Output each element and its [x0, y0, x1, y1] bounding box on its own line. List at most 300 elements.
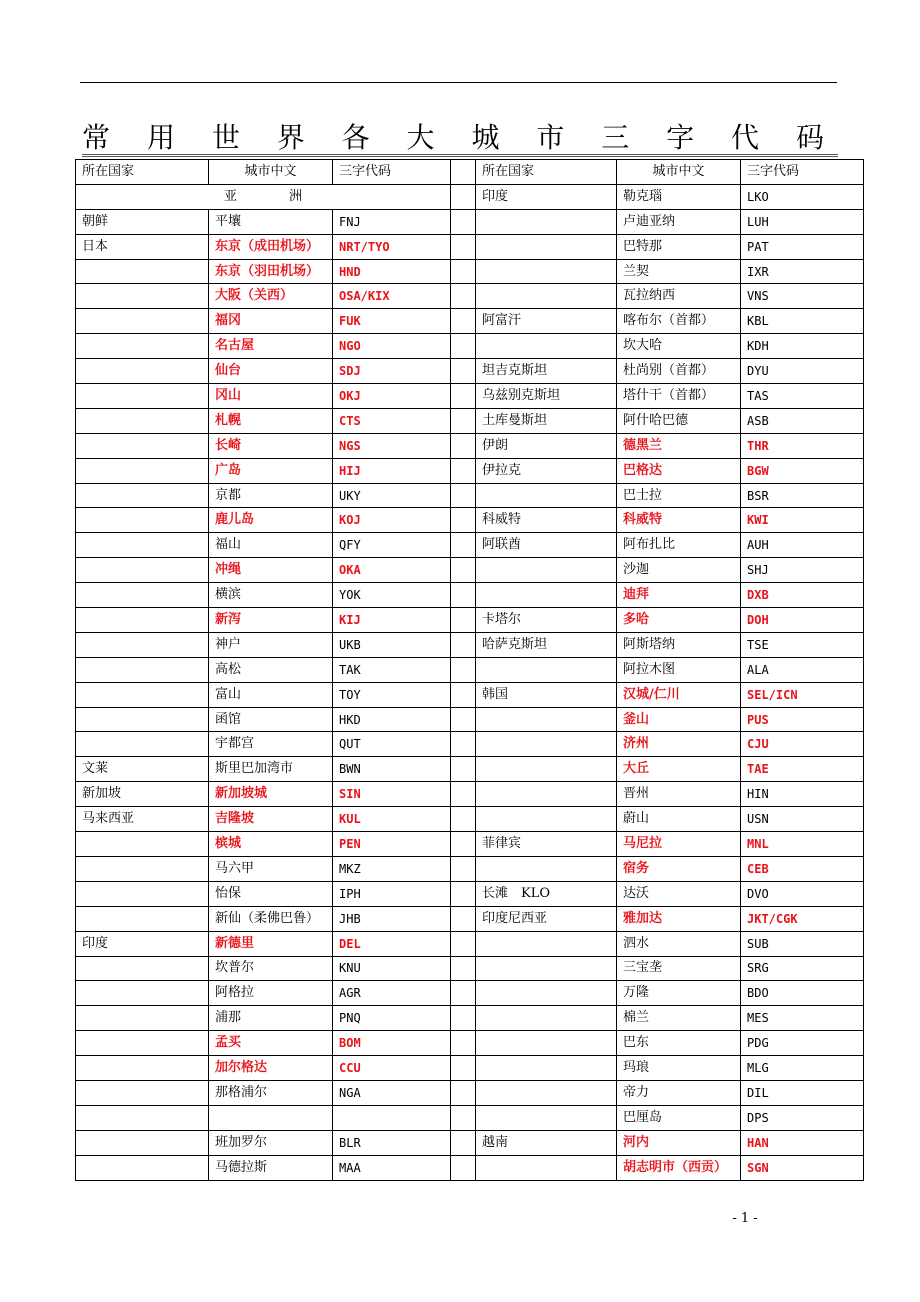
- code-cell-left: KUL: [333, 807, 451, 832]
- city-cell-right: 阿布扎比: [617, 533, 741, 558]
- country-cell-left: [76, 657, 209, 682]
- code-cell-left: CCU: [333, 1056, 451, 1081]
- table-row: [76, 707, 864, 732]
- code-cell-right: VNS: [741, 284, 864, 309]
- country-cell-left: [76, 583, 209, 608]
- code-cell-right: DIL: [741, 1080, 864, 1105]
- city-cell-right: 塔什干（首都）: [617, 384, 741, 409]
- city-cell-left: 宇都宫: [209, 732, 333, 757]
- city-cell-right: 晋州: [617, 782, 741, 807]
- code-cell-left: MKZ: [333, 856, 451, 881]
- country-cell-left: [76, 259, 209, 284]
- city-cell-right: 巴士拉: [617, 483, 741, 508]
- city-cell-right: 汉城/仁川: [617, 682, 741, 707]
- country-cell-right: 伊朗: [476, 433, 617, 458]
- header-country-left: 所在国家: [76, 160, 209, 185]
- city-cell-right: 喀布尔（首都）: [617, 309, 741, 334]
- city-cell-right: 德黑兰: [617, 433, 741, 458]
- city-cell-left: 加尔格达: [209, 1056, 333, 1081]
- page-title-text: 常 用 世 界 各 大 城 市 三 字 代 码: [82, 121, 838, 157]
- country-cell-right: [476, 1105, 617, 1130]
- table-row: [76, 433, 864, 458]
- table-row: [76, 682, 864, 707]
- city-cell-left: 冈山: [209, 384, 333, 409]
- city-cell-left: 高松: [209, 657, 333, 682]
- column-gap: [451, 906, 476, 931]
- code-cell-right: THR: [741, 433, 864, 458]
- country-cell-right: [476, 732, 617, 757]
- code-cell-right: PDG: [741, 1031, 864, 1056]
- code-cell-right: SGN: [741, 1155, 864, 1180]
- country-cell-left: 新加坡: [76, 782, 209, 807]
- code-cell-right: LUH: [741, 209, 864, 234]
- city-cell-right: 玛琅: [617, 1056, 741, 1081]
- city-cell-left: 大阪（关西）: [209, 284, 333, 309]
- page-title: [0, 116, 920, 156]
- country-cell-right: 土库曼斯坦: [476, 408, 617, 433]
- code-cell-left: AGR: [333, 981, 451, 1006]
- code-cell-right: BDO: [741, 981, 864, 1006]
- country-cell-left: [76, 981, 209, 1006]
- table-row: [76, 408, 864, 433]
- column-gap: [451, 856, 476, 881]
- table-row: [76, 284, 864, 309]
- city-cell-left: 马德拉斯: [209, 1155, 333, 1180]
- table-row: [76, 981, 864, 1006]
- table-row: [76, 583, 864, 608]
- city-cell-right: 巴格达: [617, 458, 741, 483]
- column-gap: [451, 408, 476, 433]
- code-cell-right: HIN: [741, 782, 864, 807]
- country-cell-left: [76, 1006, 209, 1031]
- code-cell-right: BSR: [741, 483, 864, 508]
- city-cell-left: 名古屋: [209, 334, 333, 359]
- code-cell-left: OSA/KIX: [333, 284, 451, 309]
- code-cell-right: BGW: [741, 458, 864, 483]
- city-cell-right: 巴东: [617, 1031, 741, 1056]
- code-cell-left: [333, 1105, 451, 1130]
- table-row: [76, 782, 864, 807]
- table-row: [76, 259, 864, 284]
- city-cell-left: 函馆: [209, 707, 333, 732]
- region-heading-left: 亚 洲: [76, 184, 451, 209]
- country-cell-right: [476, 931, 617, 956]
- country-cell-left: [76, 309, 209, 334]
- country-cell-left: [76, 1155, 209, 1180]
- column-gap: [451, 184, 476, 209]
- city-cell-right: 棉兰: [617, 1006, 741, 1031]
- header-city-left: 城市中文: [209, 160, 333, 185]
- code-cell-right: MLG: [741, 1056, 864, 1081]
- country-cell-left: [76, 832, 209, 857]
- city-cell-left: [209, 1105, 333, 1130]
- code-cell-left: PNQ: [333, 1006, 451, 1031]
- column-gap: [451, 1130, 476, 1155]
- city-cell-left: 鹿儿岛: [209, 508, 333, 533]
- country-cell-left: [76, 1130, 209, 1155]
- city-cell-left: 东京（羽田机场）: [209, 259, 333, 284]
- city-cell-right: 多哈: [617, 608, 741, 633]
- country-cell-right: [476, 209, 617, 234]
- city-cell-right: 蔚山: [617, 807, 741, 832]
- country-cell-left: [76, 632, 209, 657]
- column-gap: [451, 483, 476, 508]
- city-cell-right: 勒克瑙: [617, 184, 741, 209]
- table-row: [76, 1080, 864, 1105]
- country-cell-right: 阿联酋: [476, 533, 617, 558]
- column-gap: [451, 608, 476, 633]
- column-gap: [451, 558, 476, 583]
- city-cell-left: 新德里: [209, 931, 333, 956]
- country-cell-left: [76, 1080, 209, 1105]
- table-row: [76, 906, 864, 931]
- country-cell-right: [476, 1056, 617, 1081]
- table-row: [76, 1031, 864, 1056]
- city-cell-left: 浦那: [209, 1006, 333, 1031]
- country-cell-left: [76, 732, 209, 757]
- city-cell-right: 三宝垄: [617, 956, 741, 981]
- country-cell-left: [76, 707, 209, 732]
- code-cell-left: TOY: [333, 682, 451, 707]
- code-cell-right: IXR: [741, 259, 864, 284]
- code-cell-right: KWI: [741, 508, 864, 533]
- code-cell-right: JKT/CGK: [741, 906, 864, 931]
- header-code-left: 三字代码: [333, 160, 451, 185]
- column-gap: [451, 732, 476, 757]
- city-cell-left: 新加坡城: [209, 782, 333, 807]
- country-cell-right: 印度尼西亚: [476, 906, 617, 931]
- column-gap: [451, 1105, 476, 1130]
- table-row: [76, 931, 864, 956]
- country-cell-left: [76, 533, 209, 558]
- code-cell-left: SDJ: [333, 359, 451, 384]
- code-cell-left: BLR: [333, 1130, 451, 1155]
- country-cell-left: [76, 1056, 209, 1081]
- column-gap: [451, 707, 476, 732]
- code-cell-right: DYU: [741, 359, 864, 384]
- city-cell-left: 京都: [209, 483, 333, 508]
- code-cell-right: DPS: [741, 1105, 864, 1130]
- country-cell-right: [476, 259, 617, 284]
- table-row: [76, 1105, 864, 1130]
- column-gap: [451, 782, 476, 807]
- code-cell-left: OKJ: [333, 384, 451, 409]
- country-cell-right: [476, 334, 617, 359]
- code-cell-left: KOJ: [333, 508, 451, 533]
- city-cell-right: 帝力: [617, 1080, 741, 1105]
- country-cell-left: [76, 359, 209, 384]
- city-cell-left: 仙台: [209, 359, 333, 384]
- city-cell-right: 雅加达: [617, 906, 741, 931]
- code-cell-right: TAS: [741, 384, 864, 409]
- country-cell-right: [476, 1031, 617, 1056]
- column-gap: [451, 1006, 476, 1031]
- country-cell-left: [76, 1031, 209, 1056]
- country-cell-left: [76, 408, 209, 433]
- city-cell-right: 泗水: [617, 931, 741, 956]
- code-cell-left: DEL: [333, 931, 451, 956]
- city-cell-left: 广岛: [209, 458, 333, 483]
- city-cell-right: 胡志明市（西贡）: [617, 1155, 741, 1180]
- code-cell-left: FUK: [333, 309, 451, 334]
- column-gap: [451, 209, 476, 234]
- code-cell-right: DOH: [741, 608, 864, 633]
- country-cell-left: 马来西亚: [76, 807, 209, 832]
- code-cell-right: SEL/ICN: [741, 682, 864, 707]
- table-row: [76, 384, 864, 409]
- code-cell-left: TAK: [333, 657, 451, 682]
- table-row: [76, 483, 864, 508]
- city-cell-left: 福山: [209, 533, 333, 558]
- country-cell-right: [476, 1080, 617, 1105]
- header-country-right: 所在国家: [476, 160, 617, 185]
- country-cell-right: [476, 558, 617, 583]
- table-row: [76, 359, 864, 384]
- code-cell-left: HND: [333, 259, 451, 284]
- country-cell-left: [76, 608, 209, 633]
- country-cell-left: [76, 1105, 209, 1130]
- country-cell-right: [476, 234, 617, 259]
- column-gap: [451, 1031, 476, 1056]
- country-cell-right: 坦吉克斯坦: [476, 359, 617, 384]
- code-cell-left: UKY: [333, 483, 451, 508]
- column-gap: [451, 981, 476, 1006]
- column-gap: [451, 583, 476, 608]
- city-cell-left: 槟城: [209, 832, 333, 857]
- header-row: [76, 160, 864, 185]
- city-cell-right: 巴厘岛: [617, 1105, 741, 1130]
- city-cell-left: 那格浦尔: [209, 1080, 333, 1105]
- column-gap: [451, 533, 476, 558]
- header-city-right: 城市中文: [617, 160, 741, 185]
- column-gap: [451, 384, 476, 409]
- column-gap: [451, 881, 476, 906]
- code-cell-left: CTS: [333, 408, 451, 433]
- table-row: [76, 956, 864, 981]
- column-gap: [451, 757, 476, 782]
- code-cell-right: CEB: [741, 856, 864, 881]
- column-gap: [451, 632, 476, 657]
- country-cell-left: [76, 558, 209, 583]
- code-cell-right: SHJ: [741, 558, 864, 583]
- country-cell-right: [476, 856, 617, 881]
- country-cell-right: 卡塔尔: [476, 608, 617, 633]
- country-cell-right: 长滩 KLO: [476, 881, 617, 906]
- city-cell-right: 万隆: [617, 981, 741, 1006]
- table-row: [76, 309, 864, 334]
- code-cell-right: AUH: [741, 533, 864, 558]
- city-cell-right: 宿务: [617, 856, 741, 881]
- table-row: [76, 757, 864, 782]
- page-number: - 1 -: [732, 1211, 758, 1226]
- column-gap: [451, 832, 476, 857]
- table-row: [76, 533, 864, 558]
- table-row: [76, 458, 864, 483]
- column-gap: [451, 234, 476, 259]
- code-cell-left: NRT/TYO: [333, 234, 451, 259]
- country-cell-right: [476, 981, 617, 1006]
- city-cell-left: 长崎: [209, 433, 333, 458]
- column-gap: [451, 359, 476, 384]
- code-cell-left: OKA: [333, 558, 451, 583]
- country-cell-left: [76, 856, 209, 881]
- country-cell-left: [76, 458, 209, 483]
- city-cell-right: 坎大哈: [617, 334, 741, 359]
- code-cell-left: QUT: [333, 732, 451, 757]
- table-body: [76, 160, 864, 1181]
- country-cell-left: 日本: [76, 234, 209, 259]
- code-cell-left: IPH: [333, 881, 451, 906]
- table-row: [76, 558, 864, 583]
- city-cell-left: 孟买: [209, 1031, 333, 1056]
- code-cell-right: PAT: [741, 234, 864, 259]
- table-row: [76, 881, 864, 906]
- table-row: [76, 234, 864, 259]
- country-cell-right: 乌兹别克斯坦: [476, 384, 617, 409]
- code-cell-left: YOK: [333, 583, 451, 608]
- code-cell-right: DVO: [741, 881, 864, 906]
- code-cell-right: DXB: [741, 583, 864, 608]
- code-cell-right: HAN: [741, 1130, 864, 1155]
- city-cell-right: 迪拜: [617, 583, 741, 608]
- code-cell-right: CJU: [741, 732, 864, 757]
- city-cell-left: 马六甲: [209, 856, 333, 881]
- table-row: [76, 632, 864, 657]
- country-cell-right: [476, 583, 617, 608]
- code-cell-right: ASB: [741, 408, 864, 433]
- code-cell-left: BOM: [333, 1031, 451, 1056]
- city-cell-left: 札幌: [209, 408, 333, 433]
- column-gap: [451, 1056, 476, 1081]
- table-row: [76, 209, 864, 234]
- table-row: [76, 1056, 864, 1081]
- code-cell-left: JHB: [333, 906, 451, 931]
- code-cell-right: TAE: [741, 757, 864, 782]
- table-row: [76, 657, 864, 682]
- code-cell-left: MAA: [333, 1155, 451, 1180]
- city-cell-left: 横滨: [209, 583, 333, 608]
- code-cell-left: PEN: [333, 832, 451, 857]
- code-cell-right: SUB: [741, 931, 864, 956]
- city-cell-left: 福冈: [209, 309, 333, 334]
- city-cell-left: 阿格拉: [209, 981, 333, 1006]
- column-gap: [451, 1155, 476, 1180]
- city-cell-right: 釜山: [617, 707, 741, 732]
- code-cell-left: QFY: [333, 533, 451, 558]
- table-row: [76, 1006, 864, 1031]
- code-cell-right: USN: [741, 807, 864, 832]
- code-cell-right: TSE: [741, 632, 864, 657]
- column-gap: [451, 1080, 476, 1105]
- city-cell-left: 平壤: [209, 209, 333, 234]
- column-gap: [451, 433, 476, 458]
- country-cell-right: [476, 707, 617, 732]
- city-cell-right: 大丘: [617, 757, 741, 782]
- country-cell-left: [76, 284, 209, 309]
- city-cell-left: 东京（成田机场）: [209, 234, 333, 259]
- column-gap: [451, 160, 476, 185]
- city-cell-left: 吉隆坡: [209, 807, 333, 832]
- city-cell-left: 神户: [209, 632, 333, 657]
- city-cell-left: 新泻: [209, 608, 333, 633]
- country-cell-right: [476, 782, 617, 807]
- city-cell-left: 斯里巴加湾市: [209, 757, 333, 782]
- table-row: [76, 508, 864, 533]
- column-gap: [451, 284, 476, 309]
- country-cell-right: 伊拉克: [476, 458, 617, 483]
- table-row: [76, 732, 864, 757]
- city-code-table: [75, 159, 864, 1181]
- table-row: [76, 832, 864, 857]
- country-cell-right: 科威特: [476, 508, 617, 533]
- header-code-right: 三字代码: [741, 160, 864, 185]
- country-cell-right: [476, 757, 617, 782]
- city-cell-right: 河内: [617, 1130, 741, 1155]
- country-cell-left: 朝鲜: [76, 209, 209, 234]
- code-cell-right: KBL: [741, 309, 864, 334]
- country-cell-left: [76, 483, 209, 508]
- city-cell-right: 杜尚别（首都）: [617, 359, 741, 384]
- country-cell-right: 菲律宾: [476, 832, 617, 857]
- country-cell-left: [76, 384, 209, 409]
- city-cell-right: 巴特那: [617, 234, 741, 259]
- table-row: [76, 807, 864, 832]
- code-cell-left: HKD: [333, 707, 451, 732]
- country-cell-right: [476, 807, 617, 832]
- code-cell-right: ALA: [741, 657, 864, 682]
- city-cell-left: 冲绳: [209, 558, 333, 583]
- column-gap: [451, 458, 476, 483]
- country-cell-left: [76, 881, 209, 906]
- table-row: [76, 856, 864, 881]
- code-cell-left: KNU: [333, 956, 451, 981]
- column-gap: [451, 259, 476, 284]
- city-cell-right: 沙迦: [617, 558, 741, 583]
- country-cell-right: 韩国: [476, 682, 617, 707]
- country-cell-right: [476, 1155, 617, 1180]
- city-cell-right: 阿拉木图: [617, 657, 741, 682]
- country-cell-left: [76, 682, 209, 707]
- city-cell-left: 新仙（柔佛巴鲁）: [209, 906, 333, 931]
- code-cell-left: HIJ: [333, 458, 451, 483]
- city-cell-right: 达沃: [617, 881, 741, 906]
- country-cell-right: 哈萨克斯坦: [476, 632, 617, 657]
- column-gap: [451, 956, 476, 981]
- country-cell-right: [476, 284, 617, 309]
- table-row: [76, 1130, 864, 1155]
- country-cell-left: [76, 433, 209, 458]
- code-cell-right: LKO: [741, 184, 864, 209]
- country-cell-left: 文莱: [76, 757, 209, 782]
- code-cell-left: NGA: [333, 1080, 451, 1105]
- city-cell-left: 班加罗尔: [209, 1130, 333, 1155]
- country-cell-right: [476, 1006, 617, 1031]
- column-gap: [451, 334, 476, 359]
- table-row: [76, 1155, 864, 1180]
- city-cell-right: 卢迪亚纳: [617, 209, 741, 234]
- code-cell-left: NGO: [333, 334, 451, 359]
- city-cell-right: 阿什哈巴德: [617, 408, 741, 433]
- country-cell-left: [76, 508, 209, 533]
- code-cell-right: SRG: [741, 956, 864, 981]
- city-cell-left: 富山: [209, 682, 333, 707]
- country-cell-left: 印度: [76, 931, 209, 956]
- city-cell-right: 兰契: [617, 259, 741, 284]
- code-cell-left: BWN: [333, 757, 451, 782]
- top-rule: [80, 82, 837, 83]
- city-cell-right: 阿斯塔纳: [617, 632, 741, 657]
- country-cell-right: 印度: [476, 184, 617, 209]
